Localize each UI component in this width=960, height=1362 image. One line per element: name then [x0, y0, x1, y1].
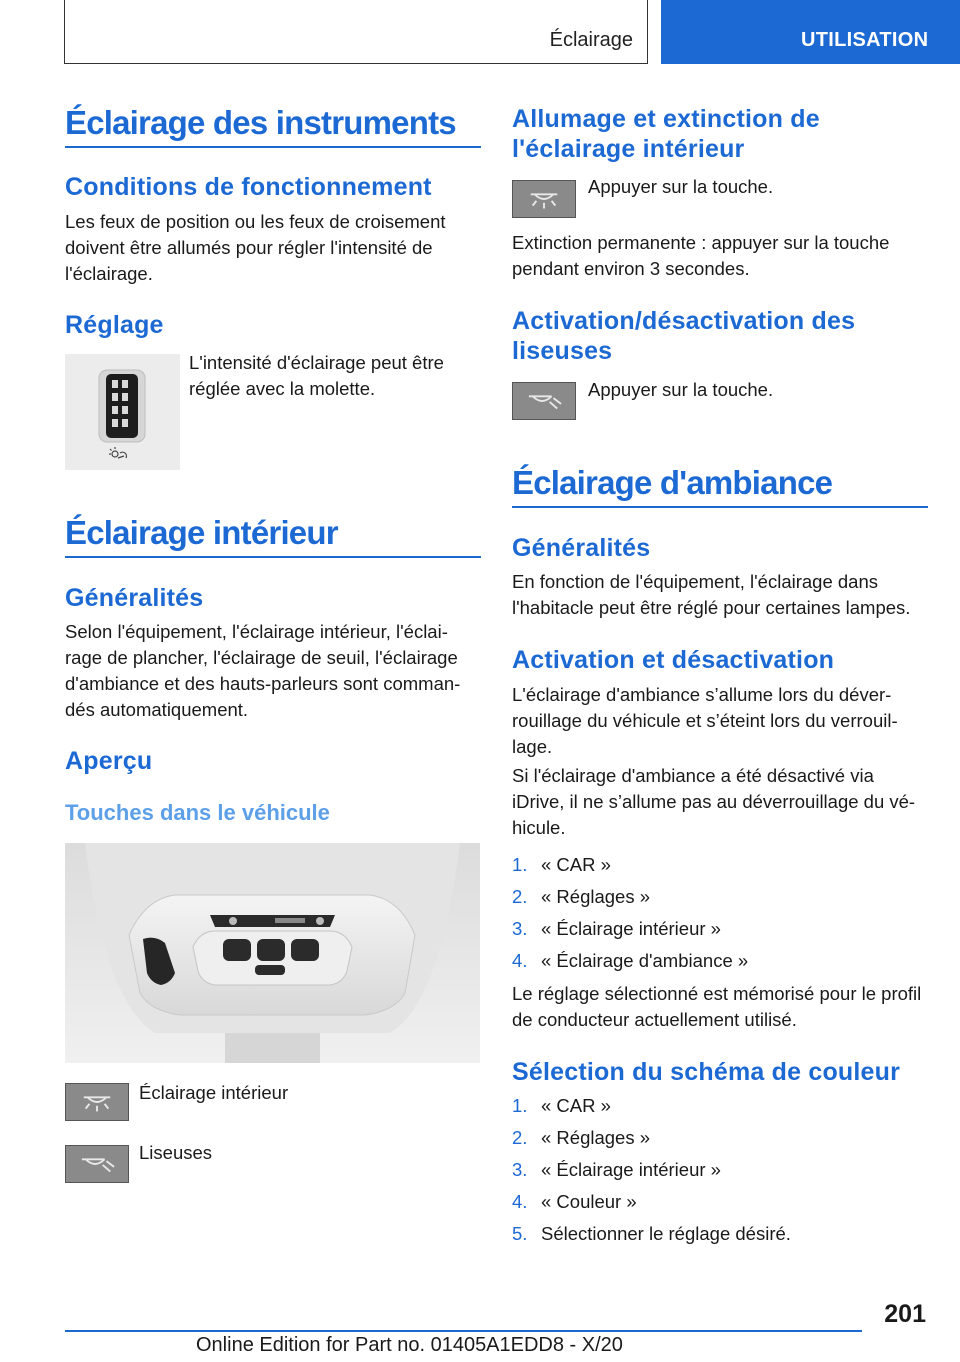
heading-allumage: Allumage et extinction de l'éclairage intérieur: [512, 105, 820, 163]
heading-interior-lighting: Éclairage intérieur: [65, 514, 338, 551]
dimmer-dial-image: [65, 354, 180, 470]
heading-selection: Sélection du schéma de couleur: [512, 1058, 901, 1086]
list-text: « Éclairage intérieur »: [541, 1159, 721, 1180]
list-number: 2.: [512, 886, 528, 907]
ambient-settings-list: [512, 849, 932, 977]
reading-light-icon: [512, 382, 576, 420]
caption-reading-light: Liseuses: [139, 1142, 213, 1163]
list-item: [512, 881, 932, 913]
interior-light-icon: [512, 180, 576, 218]
header-section-title: Éclairage: [549, 29, 633, 51]
overhead-console-image: [65, 843, 480, 1063]
list-number: 2.: [512, 1127, 528, 1148]
list-number: 1.: [512, 854, 528, 875]
heading-rule: [65, 146, 481, 148]
heading-ambient-lighting: Éclairage d'ambiance: [512, 464, 833, 501]
reading-light-icon: [65, 1145, 129, 1183]
paragraph-activation-1: L'éclairage d'ambiance s’allume lors du déver-rouillage du véhicule et s’éteint lors du verrouil-lage.: [512, 684, 898, 757]
list-number: 4.: [512, 1191, 528, 1212]
paragraph-appuyer-2: Appuyer sur la touche.: [588, 379, 774, 400]
list-text: « CAR »: [541, 1095, 611, 1116]
heading-rule: [512, 506, 928, 508]
list-text: « Éclairage intérieur »: [541, 918, 721, 939]
list-text: Sélectionner le réglage désiré.: [541, 1223, 791, 1244]
list-item: [512, 1186, 932, 1218]
paragraph-conditions: Les feux de position ou les feux de croisement doivent être allumés pour régler l'intensité de l'éclairage.: [65, 211, 446, 284]
list-item: [512, 849, 932, 881]
heading-reglage: Réglage: [65, 311, 164, 339]
heading-rule: [65, 556, 481, 558]
list-item: [512, 1122, 932, 1154]
heading-instrument-lighting: Éclairage des instruments: [65, 104, 456, 141]
paragraph-generalites-right: En fonction de l'équipement, l'éclairage dans l'habitacle peut être réglé pour certaines lampes.: [512, 571, 911, 618]
list-item: [512, 1090, 932, 1122]
list-number: 4.: [512, 950, 528, 971]
list-text: « Réglages »: [541, 886, 651, 907]
paragraph-memorise: Le réglage sélectionné est mémorisé pour le profil de conducteur actuellement utilisé.: [512, 983, 922, 1030]
header-section-box: [64, 0, 648, 64]
interior-light-icon: [65, 1083, 129, 1121]
list-item: [512, 913, 932, 945]
heading-conditions: Conditions de fonctionnement: [65, 173, 432, 201]
footer-rule: [65, 1330, 862, 1332]
list-text: « Éclairage d'ambiance »: [541, 950, 749, 971]
list-number: 3.: [512, 1159, 528, 1180]
page-number: 201: [884, 1300, 926, 1328]
list-number: 3.: [512, 918, 528, 939]
color-scheme-list: [512, 1090, 932, 1250]
heading-activation-liseuses: Activation/désactivation des liseuses: [512, 307, 856, 365]
heading-activation: Activation et désactivation: [512, 646, 835, 674]
list-text: « Couleur »: [541, 1191, 637, 1212]
list-text: « Réglages »: [541, 1127, 651, 1148]
heading-touches: Touches dans le véhicule: [65, 800, 330, 825]
list-number: 5.: [512, 1223, 528, 1244]
header-chapter-tab: [661, 0, 960, 64]
list-item: [512, 945, 932, 977]
paragraph-extinction: Extinction permanente : appuyer sur la touche pendant environ 3 secondes.: [512, 232, 890, 279]
paragraph-appuyer-1: Appuyer sur la touche.: [588, 176, 774, 197]
list-number: 1.: [512, 1095, 528, 1116]
paragraph-generalites-left: Selon l'équipement, l'éclairage intérieur, l'éclai-rage de plancher, l'éclairage de seuil, l'éclairage d'ambiance et des hauts-parleurs sont comman-dés automatiquement.: [65, 621, 461, 720]
caption-interior-light: Éclairage intérieur: [139, 1082, 289, 1103]
heading-apercu: Aperçu: [65, 747, 153, 775]
heading-generalites-right: Généralités: [512, 534, 651, 562]
header-chapter-title: UTILISATION: [801, 29, 929, 51]
paragraph-activation-2: Si l'éclairage d'ambiance a été désactivé via iDrive, il ne s’allume pas au déverrouillage du vé-hicule.: [512, 765, 916, 838]
heading-generalites-left: Généralités: [65, 584, 204, 612]
footer-edition: Online Edition for Part no. 01405A1EDD8 - X/20: [196, 1334, 623, 1356]
list-item: [512, 1218, 932, 1250]
list-text: « CAR »: [541, 854, 611, 875]
list-item: [512, 1154, 932, 1186]
paragraph-reglage: L'intensité d'éclairage peut être réglée avec la molette.: [189, 352, 444, 399]
